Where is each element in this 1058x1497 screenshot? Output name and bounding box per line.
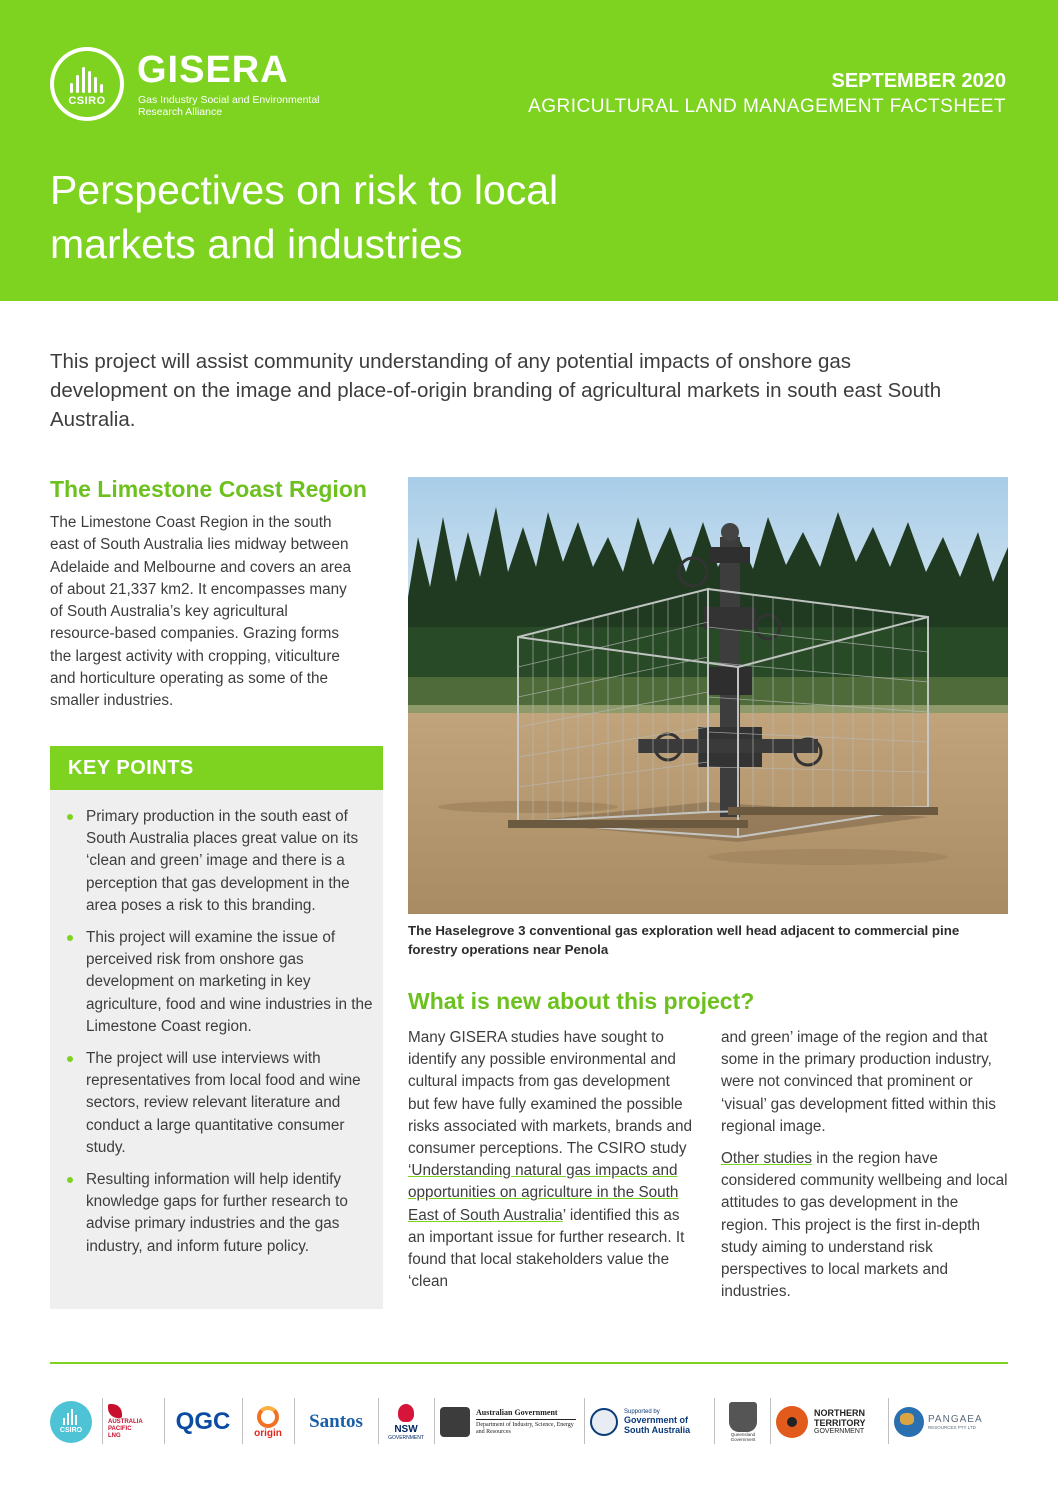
aplng-text-3: LNG	[108, 1433, 121, 1439]
page-title	[50, 163, 750, 271]
logo-separator	[294, 1398, 295, 1444]
partner-logos	[50, 1394, 1010, 1450]
csiro-footer-logo	[50, 1394, 92, 1450]
intro-paragraph: This project will assist community understanding of any potential impacts of onshore gas development on the image and place-of-origin branding of agricultural markets in south east South Australia.	[50, 350, 942, 431]
sa-gov-text: Government of South Australia	[624, 1415, 691, 1435]
nsw-gov-text: GOVERNMENT	[388, 1434, 424, 1441]
qgc-logo	[168, 1394, 238, 1450]
qgc-text: QGC	[175, 1408, 231, 1435]
sa-government-logo	[590, 1394, 712, 1450]
key-points-heading: KEY POINTS	[50, 746, 383, 790]
pangaea-sub-text: RESOURCES PTY LTD	[928, 1425, 976, 1430]
list-item	[64, 1048, 374, 1159]
publication-date: SEPTEMBER 2020	[831, 70, 1006, 92]
ausgov-text: Australian Government	[476, 1408, 576, 1420]
origin-logo	[246, 1394, 290, 1450]
csiro-bars-icon	[68, 63, 106, 93]
bullet-icon	[67, 1056, 73, 1062]
logo-separator	[888, 1398, 889, 1444]
nt-text-3: GOVERNMENT	[814, 1428, 865, 1435]
australian-government-logo	[440, 1394, 580, 1450]
key-point-text: The project will use interviews with representatives from local food and wine sectors, review relevant literature and conduct a large quantitative consumer study.	[86, 1050, 361, 1156]
qld-crest-icon	[729, 1402, 757, 1432]
csiro-footer-text: CSIRO	[59, 1427, 83, 1434]
nsw-logo	[384, 1394, 428, 1450]
project-new-column-1	[408, 1027, 693, 1293]
waratah-icon	[394, 1404, 418, 1424]
nt-text-1: NORTHERN	[814, 1408, 865, 1418]
sa-supported-text: Supported by	[624, 1409, 660, 1415]
qld-text: Queensland Government	[730, 1432, 756, 1442]
page-title-line2: markets and industries	[50, 221, 463, 267]
column-2-paragraph-2	[721, 1148, 1008, 1303]
ausgov-dept-text: Department of Industry, Science, Energy and Resources	[476, 1422, 574, 1435]
key-point-text: This project will examine the issue of perceived risk from onshore gas development on marketing in key agriculture, food and wine industries in the Limestone Coast region.	[86, 929, 373, 1035]
aplng-logo	[108, 1394, 160, 1450]
santos-logo	[298, 1394, 374, 1450]
key-point-text: Resulting information will help identify knowledge gaps for further research to advise primary industries and the gas industry, and inform future policy.	[86, 1171, 348, 1255]
well-head-photo	[408, 477, 1008, 914]
header-banner	[0, 0, 1058, 301]
nsw-text: NSW	[394, 1423, 418, 1435]
nt-flower-icon	[776, 1406, 808, 1438]
aplng-mark-icon	[108, 1404, 122, 1418]
nt-government-logo	[776, 1394, 884, 1450]
column-1-text-end: ’ identified this as an important issue for further research. It found that local stakeholders value the ‘clean	[408, 1206, 685, 1291]
bullet-icon	[67, 1177, 73, 1183]
list-item	[64, 806, 374, 917]
nt-text-2: TERRITORY	[814, 1418, 866, 1428]
logo-separator	[584, 1398, 585, 1444]
brand-name: GISERA	[137, 49, 289, 91]
santos-text: Santos	[309, 1411, 363, 1432]
globe-icon	[894, 1407, 924, 1437]
page-title-line1: Perspectives on risk to local	[50, 167, 559, 213]
key-points-box	[50, 746, 383, 1309]
queensland-logo	[720, 1394, 766, 1450]
list-item	[64, 927, 374, 1038]
bullet-icon	[67, 935, 73, 941]
other-studies-link[interactable]: Other studies	[721, 1150, 812, 1168]
project-new-heading: What is new about this project?	[408, 988, 755, 1014]
logo-separator	[434, 1398, 435, 1444]
csiro-study-link[interactable]: ‘Understanding natural gas impacts and opportunities on agriculture in the South East of South Australia	[408, 1162, 679, 1224]
photo-caption: The Haselegrove 3 conventional gas exploration well head adjacent to commercial pine forestry operations near Penola	[408, 923, 960, 957]
csiro-footer-bars-icon	[62, 1409, 80, 1425]
logo-separator	[714, 1398, 715, 1444]
project-new-column-2	[721, 1027, 1008, 1313]
column-2-text: in the region have considered community wellbeing and local attitudes to gas development in the region. This project is the first in-depth study aiming to understand risk perspectives to local markets and industries.	[721, 1150, 1008, 1301]
column-1-text-start: Many GISERA studies have sought to identify any possible environmental and cultural impacts from gas development but few have fully examined the possible risks associated with markets, brands and consumer perceptions. The CSIRO study	[408, 1029, 692, 1158]
list-item	[64, 1169, 374, 1258]
limestone-body: The Limestone Coast Region in the south east of South Australia lies midway between Adelaide and Melbourne and covers an area of about 21,337 km2. It encompasses many of South Australia’s key agricultural resource-based companies. Grazing forms the largest activity with cropping, viticulture and horticulture operating as some of the smaller industries.	[50, 514, 352, 710]
logo-separator	[242, 1398, 243, 1444]
origin-text: origin	[254, 1427, 282, 1439]
coat-of-arms-icon	[440, 1407, 470, 1437]
logo-separator	[770, 1398, 771, 1444]
sa-crest-icon	[590, 1408, 618, 1436]
bullet-icon	[67, 814, 73, 820]
column-2-paragraph-1: and green’ image of the region and that some in the primary production industry, were not convinced that prominent or ‘visual’ gas development fitted within this regional image.	[721, 1029, 996, 1135]
key-point-text: Primary production in the south east of South Australia places great value on its ‘clean and green’ image and there is a perception that gas development in the area poses a risk to this branding.	[86, 808, 359, 914]
factsheet-label: AGRICULTURAL LAND MANAGEMENT FACTSHEET	[528, 96, 1006, 117]
footer-divider	[50, 1362, 1008, 1364]
aplng-text-2: PACIFIC	[108, 1426, 132, 1432]
csiro-logo	[50, 47, 124, 121]
logo-separator	[164, 1398, 165, 1444]
logo-separator	[102, 1398, 103, 1444]
aplng-text-1: AUSTRALIA	[108, 1419, 143, 1425]
csiro-logo-text: CSIRO	[68, 95, 106, 107]
pangaea-text: PANGAEA	[928, 1414, 983, 1425]
limestone-heading: The Limestone Coast Region	[50, 476, 367, 502]
logo-separator	[378, 1398, 379, 1444]
pangaea-logo	[894, 1394, 1008, 1450]
origin-ring-icon	[257, 1406, 279, 1428]
brand-subtitle: Gas Industry Social and Environmental Research Alliance	[138, 94, 320, 118]
key-points-list	[64, 806, 374, 1268]
